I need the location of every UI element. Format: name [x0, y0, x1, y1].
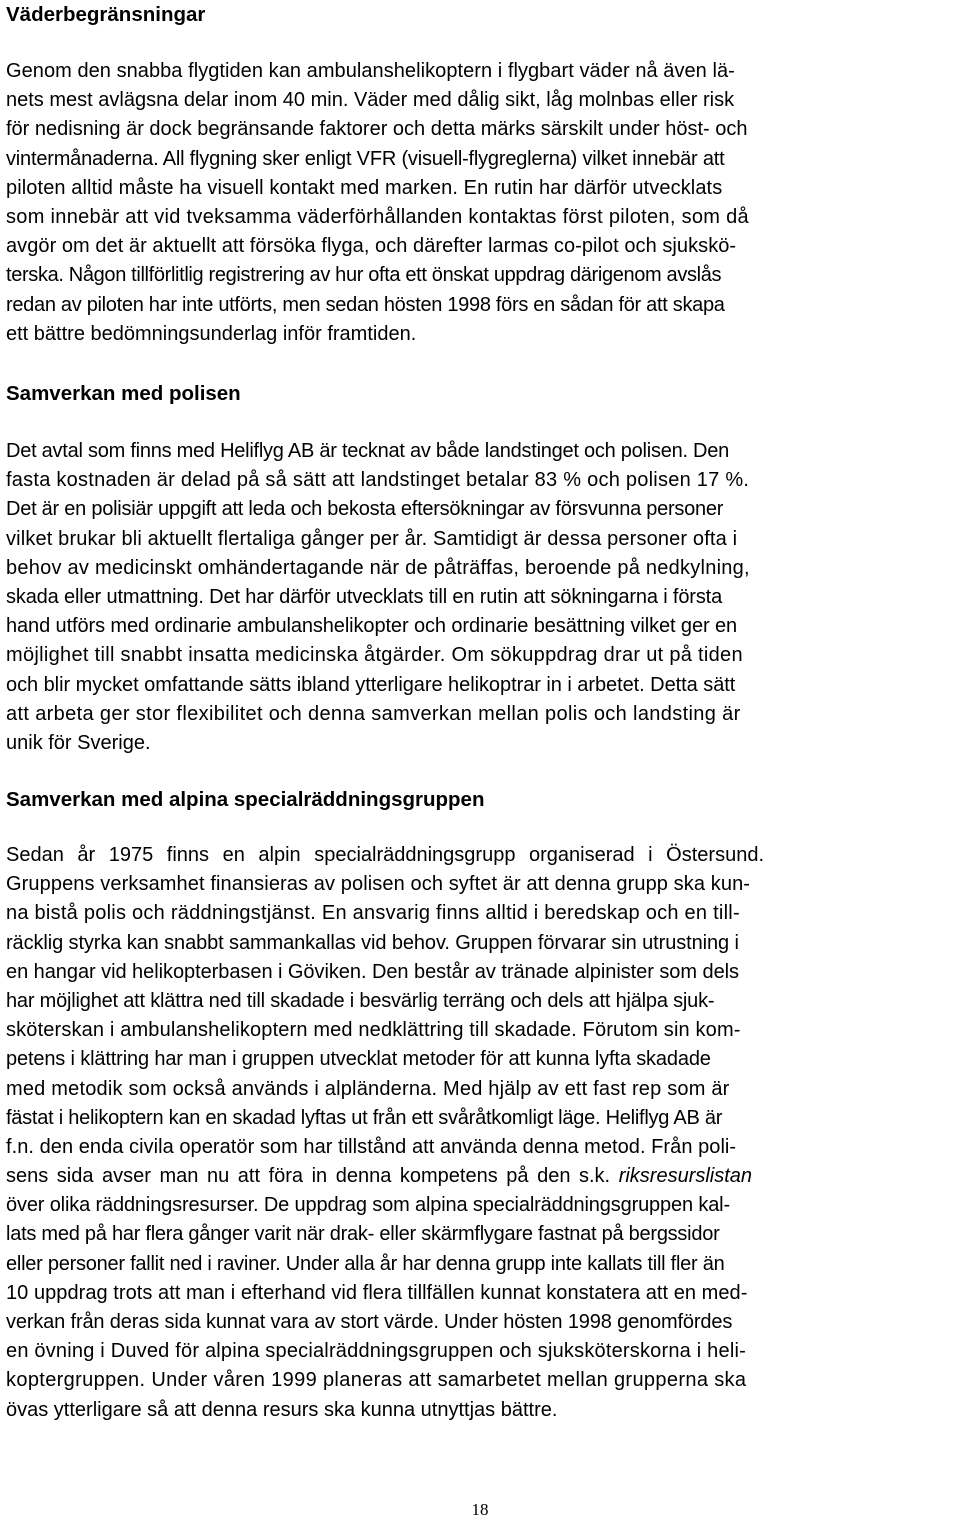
text-line: och blir mycket omfattande sätts ibland ytterligare helikoptrar in i arbetet. Detta sätt	[6, 673, 736, 696]
text-line: har möjlighet att klättra ned till skadade i besvärlig terräng och dels att hjälpa sjuk-	[6, 989, 715, 1012]
text-line: skada eller utmattning. Det har därför utvecklats till en rutin att sökningarna i första	[6, 585, 723, 608]
paragraph-vaderbegransningar	[6, 57, 954, 349]
text-line: eller personer fallit ned i raviner. Under alla år har denna grupp inte kallats till fler än	[6, 1252, 725, 1275]
text-line: möjlighet till snabbt insatta medicinska åtgärder. Om sökuppdrag drar ut på tiden	[6, 644, 743, 667]
text-line: för nedisning är dock begränsande faktorer och detta märks särskilt under höst- och	[6, 118, 748, 141]
text-line: hand utförs med ordinarie ambulanshelikopter och ordinarie besättning vilket ger en	[6, 615, 738, 638]
text-line: att arbeta ger stor flexibilitet och denna samverkan mellan polis och landsting är	[6, 702, 741, 725]
text-line: terska. Någon tillförlitlig registrering av hur ofta ett önskat uppdrag därigenom avslås	[6, 264, 722, 287]
text-line: med metodik som också används i alpländerna. Med hjälp av ett fast rep som är	[6, 1077, 730, 1100]
text-line: över olika räddningsresurser. De uppdrag som alpina specialräddningsgruppen kal-	[6, 1194, 730, 1217]
heading-samverkan-alpina: Samverkan med alpina specialräddningsgruppen	[6, 788, 485, 811]
paragraph-samverkan-polisen	[6, 437, 954, 758]
text-line: räcklig styrka kan snabbt sammankallas vid behov. Gruppen förvarar sin utrustning i	[6, 931, 739, 954]
text-line: vilket brukar bli aktuellt flertaliga gånger per år. Samtidigt är dessa personer ofta i	[6, 527, 738, 550]
text-line: fasta kostnaden är delad på så sätt att landstinget betalar 83 % och polisen 17 %.	[6, 469, 750, 492]
text-line: sköterskan i ambulanshelikoptern med nedklättring till skadade. Förutom sin kom-	[6, 1019, 741, 1042]
text-line: Sedan år 1975 finns en alpin specialräddningsgrupp organiserad i Östersund.	[6, 844, 765, 866]
text-line: övas ytterligare så att denna resurs ska kunna utnyttjas bättre.	[6, 1398, 558, 1421]
text-line: Genom den snabba flygtiden kan ambulanshelikoptern i flygbart väder nå även lä-	[6, 60, 735, 82]
text-line: ett bättre bedömningsunderlag inför framtiden.	[6, 322, 417, 345]
text-line: en hangar vid helikopterbasen i Göviken. Den består av tränade alpinister som dels	[6, 960, 739, 983]
text-line: 10 uppdrag trots att man i efterhand vid flera tillfällen kunnat konstatera att en med-	[6, 1281, 748, 1304]
text-line: redan av piloten har inte utförts, men sedan hösten 1998 förs en sådan för att skapa	[6, 293, 725, 316]
heading-vaderbegransningar: Väderbegränsningar	[6, 3, 206, 26]
text-line: verkan från deras sida kunnat vara av stort värde. Under hösten 1998 genomfördes	[6, 1311, 733, 1333]
paragraph-samverkan-alpina	[6, 841, 954, 1425]
text-line: vintermånaderna. All flygning sker enligt VFR (visuell-flygreglerna) vilket innebär att	[6, 147, 725, 170]
text-fragment: sens sida avser man nu att föra in denna kompetens på den s.k.	[6, 1165, 611, 1188]
text-line: lats med på har flera gånger varit när drak- eller skärmflygare fastnat på bergssidor	[6, 1223, 720, 1246]
text-line: behov av medicinskt omhändertagande när de påträffas, beroende på nedkylning,	[6, 556, 750, 579]
text-line: f.n. den enda civila operatör som har tillstånd att använda denna metod. Från poli-	[6, 1135, 737, 1158]
italic-term: riksresurslistan	[618, 1165, 753, 1188]
text-line: som innebär att vid tveksamma väderförhållanden kontaktas först piloten, som då	[6, 205, 749, 228]
text-line: nets mest avlägsna delar inom 40 min. Väder med dålig sikt, låg molnbas eller risk	[6, 89, 735, 112]
text-line: petens i klättring har man i gruppen utvecklat metoder för att kunna lyfta skadade	[6, 1048, 711, 1071]
text-line: en övning i Duved för alpina specialräddningsgruppen och sjuksköterskorna i heli-	[6, 1340, 746, 1363]
text-line: na bistå polis och räddningstjänst. En ansvarig finns alltid i beredskap och en till-	[6, 902, 740, 925]
text-line: Det avtal som finns med Heliflyg AB är tecknat av både landstinget och polisen. Den	[6, 440, 729, 462]
text-line: Det är en polisiär uppgift att leda och bekosta eftersökningar av försvunna personer	[6, 498, 724, 521]
text-line: fästat i helikoptern kan en skadad lyftas ut från ett svåråtkomligt läge. Heliflyg AB är	[6, 1106, 723, 1129]
page-number: 18	[471, 1500, 489, 1519]
text-line: piloten alltid måste ha visuell kontakt med marken. En rutin har därför utvecklats	[6, 176, 723, 199]
text-line: unik för Sverige.	[6, 731, 151, 754]
text-line-with-italic	[6, 1162, 954, 1191]
heading-samverkan-polisen: Samverkan med polisen	[6, 382, 241, 405]
text-line: koptergruppen. Under våren 1999 planeras att samarbetet mellan grupperna ska	[6, 1369, 747, 1392]
text-line: avgör om det är aktuellt att försöka flyga, och därefter larmas co-pilot och sjukskö-	[6, 235, 737, 258]
text-line: Gruppens verksamhet finansieras av polisen och syftet är att denna grupp ska kun-	[6, 873, 751, 896]
